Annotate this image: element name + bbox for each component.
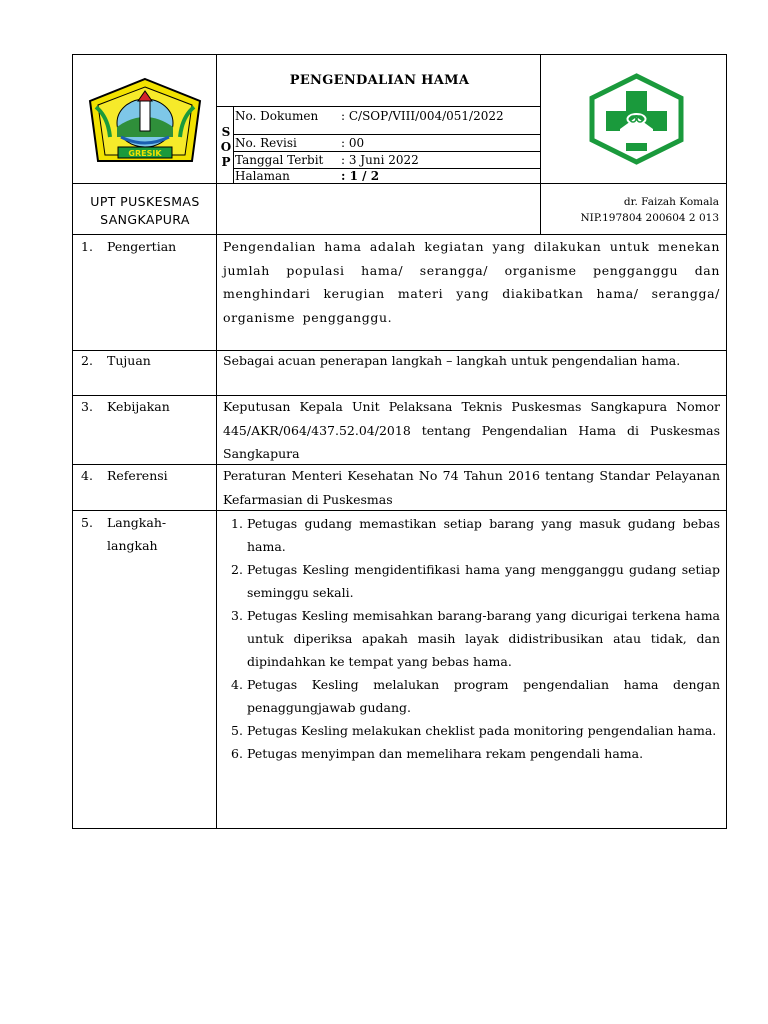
tujuan-text: Sebagai acuan penerapan langkah – langkah untuk pengendalian hama. bbox=[223, 353, 681, 368]
gresik-regency-logo bbox=[88, 77, 203, 169]
divider bbox=[73, 183, 727, 184]
meta-label: No. Dokumen bbox=[235, 109, 319, 123]
divider bbox=[216, 235, 217, 828]
step-number: 5. bbox=[231, 723, 243, 738]
row-label-text: Langkah- bbox=[107, 515, 167, 530]
list-item bbox=[223, 604, 720, 673]
list-item bbox=[223, 558, 720, 604]
referensi-text: Peraturan Menteri Kesehatan No 74 Tahun 2016 tentang Standar Pelayanan Kefarmasian di Puskesmas bbox=[223, 468, 720, 507]
sop-content-table bbox=[72, 235, 727, 829]
document-title: PENGENDALIAN HAMA bbox=[289, 73, 470, 88]
meta-row-halaman bbox=[235, 169, 379, 183]
puskesmas-logo bbox=[588, 73, 685, 165]
meta-value: : C/SOP/VIII/004/051/2022 bbox=[341, 109, 504, 123]
row-number: 4. bbox=[81, 468, 93, 483]
meta-label: Halaman bbox=[235, 169, 290, 183]
steps-list bbox=[223, 512, 720, 765]
step-text: Petugas menyimpan dan memelihara rekam pengendali hama. bbox=[247, 746, 644, 761]
divider bbox=[217, 106, 540, 107]
step-text: Petugas gudang memastikan setiap barang yang masuk gudang bebas hama. bbox=[247, 516, 720, 554]
meta-label: Tanggal Terbit bbox=[235, 153, 324, 167]
signer-name: dr. Faizah Komala bbox=[623, 196, 719, 208]
unit-name-line2: SANGKAPURA bbox=[100, 212, 190, 227]
row-number: 5. bbox=[81, 515, 93, 530]
divider bbox=[233, 134, 540, 135]
kebijakan-text: Keputusan Kepala Unit Pelaksana Teknis Puskesmas Sangkapura Nomor 445/AKR/064/437.52.04/2018 tentang Pengendalian Hama di Puskesmas Sangkapura bbox=[223, 399, 720, 461]
step-number: 4. bbox=[231, 677, 243, 692]
pengertian-text: Pengendalian hama adalah kegiatan yang dilakukan untuk menekan jumlah populasi hama/ serangga/ organisme pengganggu dan menghindari kerugian materi yang diakibatkan hama/ serangga/ organisme pengganggu. bbox=[223, 239, 720, 325]
row-number: 1. bbox=[81, 239, 93, 254]
unit-name-line1: UPT PUSKESMAS bbox=[90, 194, 200, 209]
sop-letter: O bbox=[220, 140, 232, 154]
meta-label: No. Revisi bbox=[235, 136, 297, 150]
sop-letter: P bbox=[221, 155, 231, 169]
row-label-text: Kebijakan bbox=[107, 399, 170, 414]
step-number: 2. bbox=[231, 562, 243, 577]
row-label-text: Pengertian bbox=[107, 239, 177, 254]
divider bbox=[233, 106, 234, 184]
sop-letter: S bbox=[221, 125, 231, 139]
meta-value: : 1 / 2 bbox=[341, 169, 380, 183]
row-number: 3. bbox=[81, 399, 93, 414]
divider bbox=[233, 151, 540, 152]
step-number: 1. bbox=[231, 516, 243, 531]
row-label-tujuan bbox=[81, 349, 151, 372]
meta-row-dokumen bbox=[235, 109, 504, 123]
step-text: Petugas Kesling mengidentifikasi hama yang mengganggu gudang setiap seminggu sekali. bbox=[247, 562, 720, 600]
step-text: Petugas Kesling melalukan program pengendalian hama dengan penaggungjawab gudang. bbox=[247, 677, 720, 715]
row-number: 2. bbox=[81, 353, 93, 368]
row-label-text-cont: langkah bbox=[107, 538, 158, 553]
meta-row-revisi bbox=[235, 136, 364, 150]
signer-block bbox=[543, 194, 719, 226]
step-text: Petugas Kesling melakukan cheklist pada monitoring pengendalian hama. bbox=[247, 723, 717, 738]
meta-row-tanggal bbox=[235, 153, 419, 167]
unit-name bbox=[73, 193, 217, 229]
sop-header bbox=[72, 54, 727, 235]
row-label-pengertian bbox=[81, 235, 176, 258]
row-label-text: Tujuan bbox=[107, 353, 151, 368]
list-item bbox=[223, 673, 720, 719]
row-label-text: Referensi bbox=[107, 468, 168, 483]
gresik-logo-label: GRESIK bbox=[128, 149, 162, 158]
step-number: 3. bbox=[231, 608, 243, 623]
row-label-langkah bbox=[81, 511, 166, 557]
meta-value: : 3 Juni 2022 bbox=[341, 153, 419, 167]
step-text: Petugas Kesling memisahkan barang-barang yang dicurigai terkena hama untuk diperiksa apakah masih layak didistribusikan atau tidak, dan dipindahkan ke tempat yang bebas hama. bbox=[247, 608, 720, 669]
step-number: 6. bbox=[231, 746, 243, 761]
divider bbox=[540, 55, 541, 235]
signer-nip: NIP.197804 200604 2 013 bbox=[580, 212, 719, 224]
list-item bbox=[223, 512, 720, 558]
list-item bbox=[223, 742, 720, 765]
row-label-kebijakan bbox=[81, 395, 170, 418]
meta-value: : 00 bbox=[341, 136, 365, 150]
sop-vertical-label bbox=[220, 125, 232, 170]
row-label-referensi bbox=[81, 464, 168, 487]
list-item bbox=[223, 719, 720, 742]
